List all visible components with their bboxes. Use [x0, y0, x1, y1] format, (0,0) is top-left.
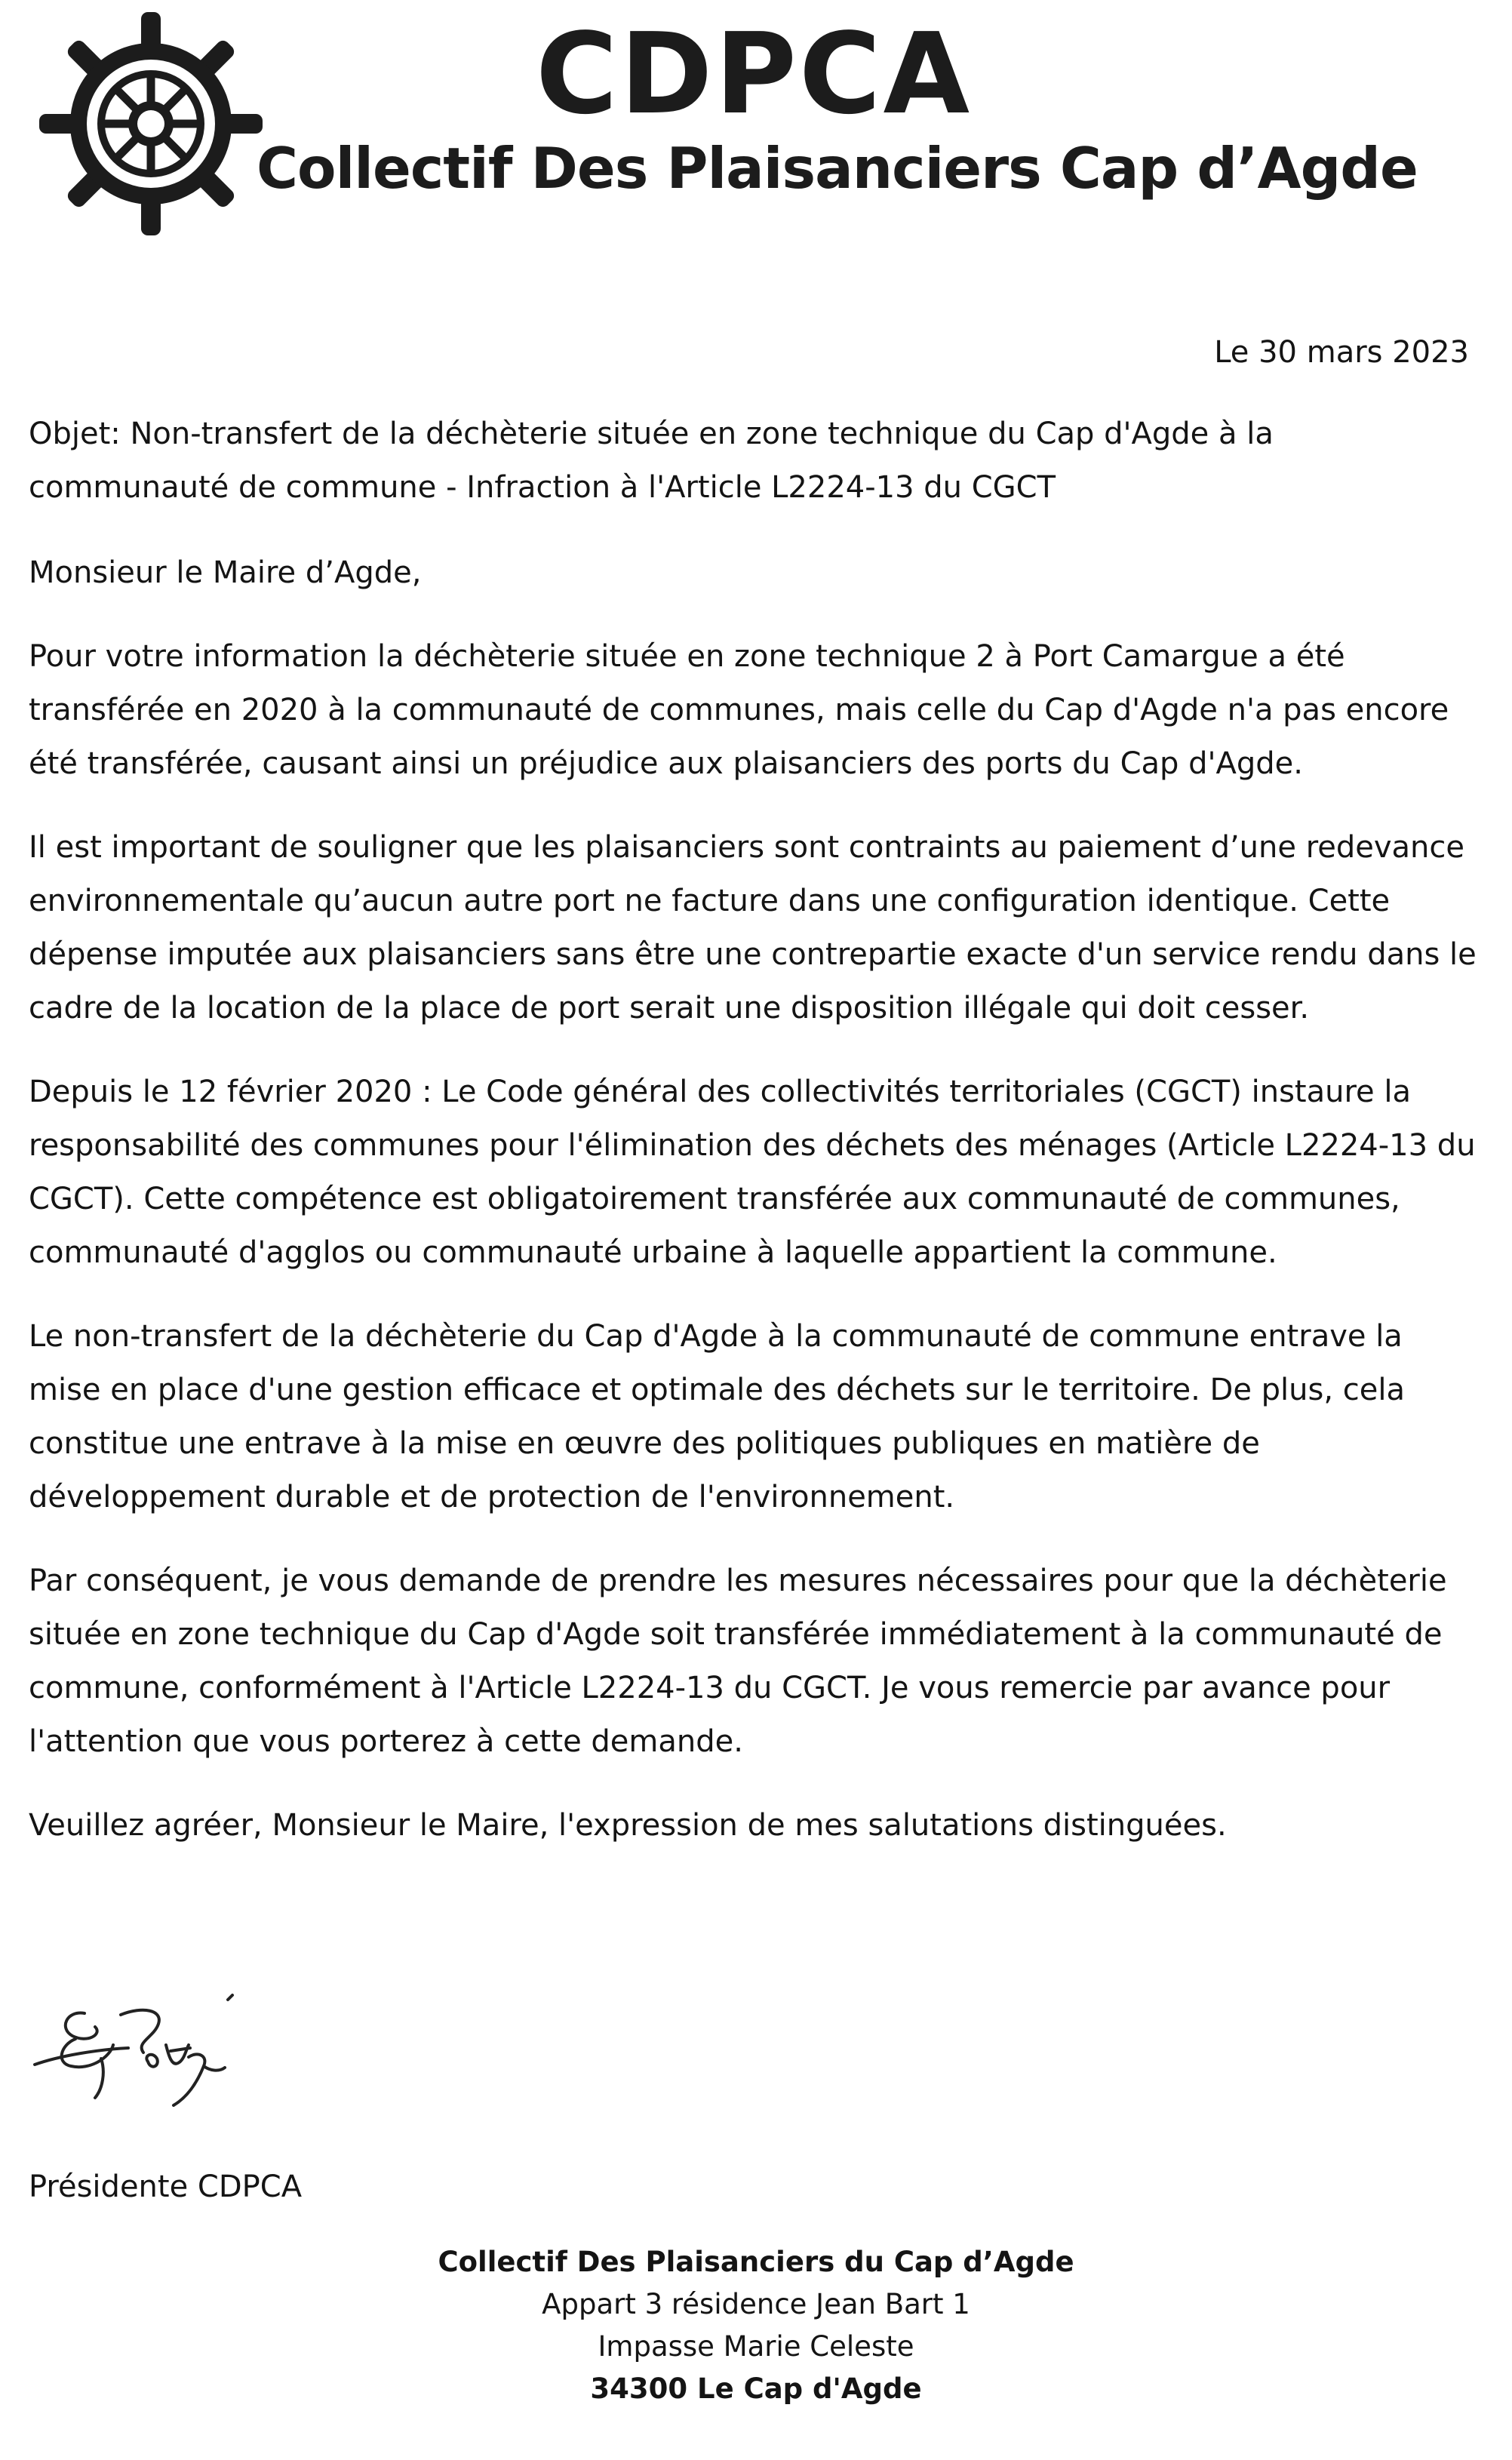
- letterhead: [38, 11, 1471, 237]
- letter-salutation: Monsieur le Maire d’Agde,: [29, 555, 422, 590]
- closing-formula: Veuillez agréer, Monsieur le Maire, l'expression de mes salutations distinguées.: [29, 1808, 1227, 1843]
- footer-address: [0, 2241, 1512, 2410]
- body-paragraph: Le non-transfert de la déchèterie du Cap d'Agde à la communauté de commune entrave la mise en place d'une gestion efficace et optimale des déchets sur le territoire. De plus, cela constitue une entrave à la mise en œuvre des politiques publiques en matière de développement durable et de protection de l'environnement.: [29, 1319, 1406, 1514]
- ship-wheel-icon: [38, 11, 264, 237]
- body-paragraph: Par conséquent, je vous demande de prendre les mesures nécessaires pour que la déchèterie située en zone technique du Cap d'Agde soit transférée immédiatement à la communauté de commune, conformément à l'Article L2224-13 du CGCT. Je vous remercie par avance pour l'attention que vous porterez à cette demande.: [29, 1564, 1447, 1759]
- footer-postal-city: 34300 Le Cap d'Agde: [590, 2372, 922, 2405]
- organization-full-name: Collectif Des Plaisanciers Cap d’Agde: [257, 135, 1418, 201]
- body-paragraph: Il est important de souligner que les plaisanciers sont contraints au paiement d’une redevance environnementale qu’aucun autre port ne facture dans une configuration identique. Cette dépense imputée aux plaisanciers sans être une contrepartie exacte d'un service rendu dans le cadre de la location de la place de port serait une disposition illégale qui doit cesser.: [29, 830, 1477, 1026]
- letter-body: [29, 630, 1483, 1883]
- letter-subject: Objet: Non-transfert de la déchèterie située en zone technique du Cap d'Agde à la communauté de commune - Infraction à l'Article L2224-13 du CGCT: [29, 417, 1274, 505]
- organization-acronym: CDPCA: [536, 9, 973, 139]
- footer-address-line: Appart 3 résidence Jean Bart 1: [542, 2288, 970, 2320]
- body-paragraph: Depuis le 12 février 2020 : Le Code général des collectivités territoriales (CGCT) instaure la responsabilité des communes pour l'élimination des déchets des ménages (Article L2224-13 du CGCT). Cette compétence est obligatoirement transférée aux communauté de communes, communauté d'agglos ou communauté urbaine à laquelle appartient la commune.: [29, 1075, 1476, 1270]
- footer-organization: Collectif Des Plaisanciers du Cap d’Agde: [438, 2246, 1074, 2278]
- letter-date: Le 30 mars 2023: [1214, 335, 1469, 370]
- body-paragraph: Pour votre information la déchèterie située en zone technique 2 à Port Camargue a été transférée en 2020 à la communauté de communes, mais celle du Cap d'Agde n'a pas encore été transférée, causant ainsi un préjudice aux plaisanciers des ports du Cap d'Agde.: [29, 639, 1449, 781]
- handwritten-signature: [30, 1992, 249, 2136]
- signer-title: Présidente CDPCA: [29, 2169, 303, 2204]
- footer-address-line: Impasse Marie Celeste: [598, 2330, 914, 2363]
